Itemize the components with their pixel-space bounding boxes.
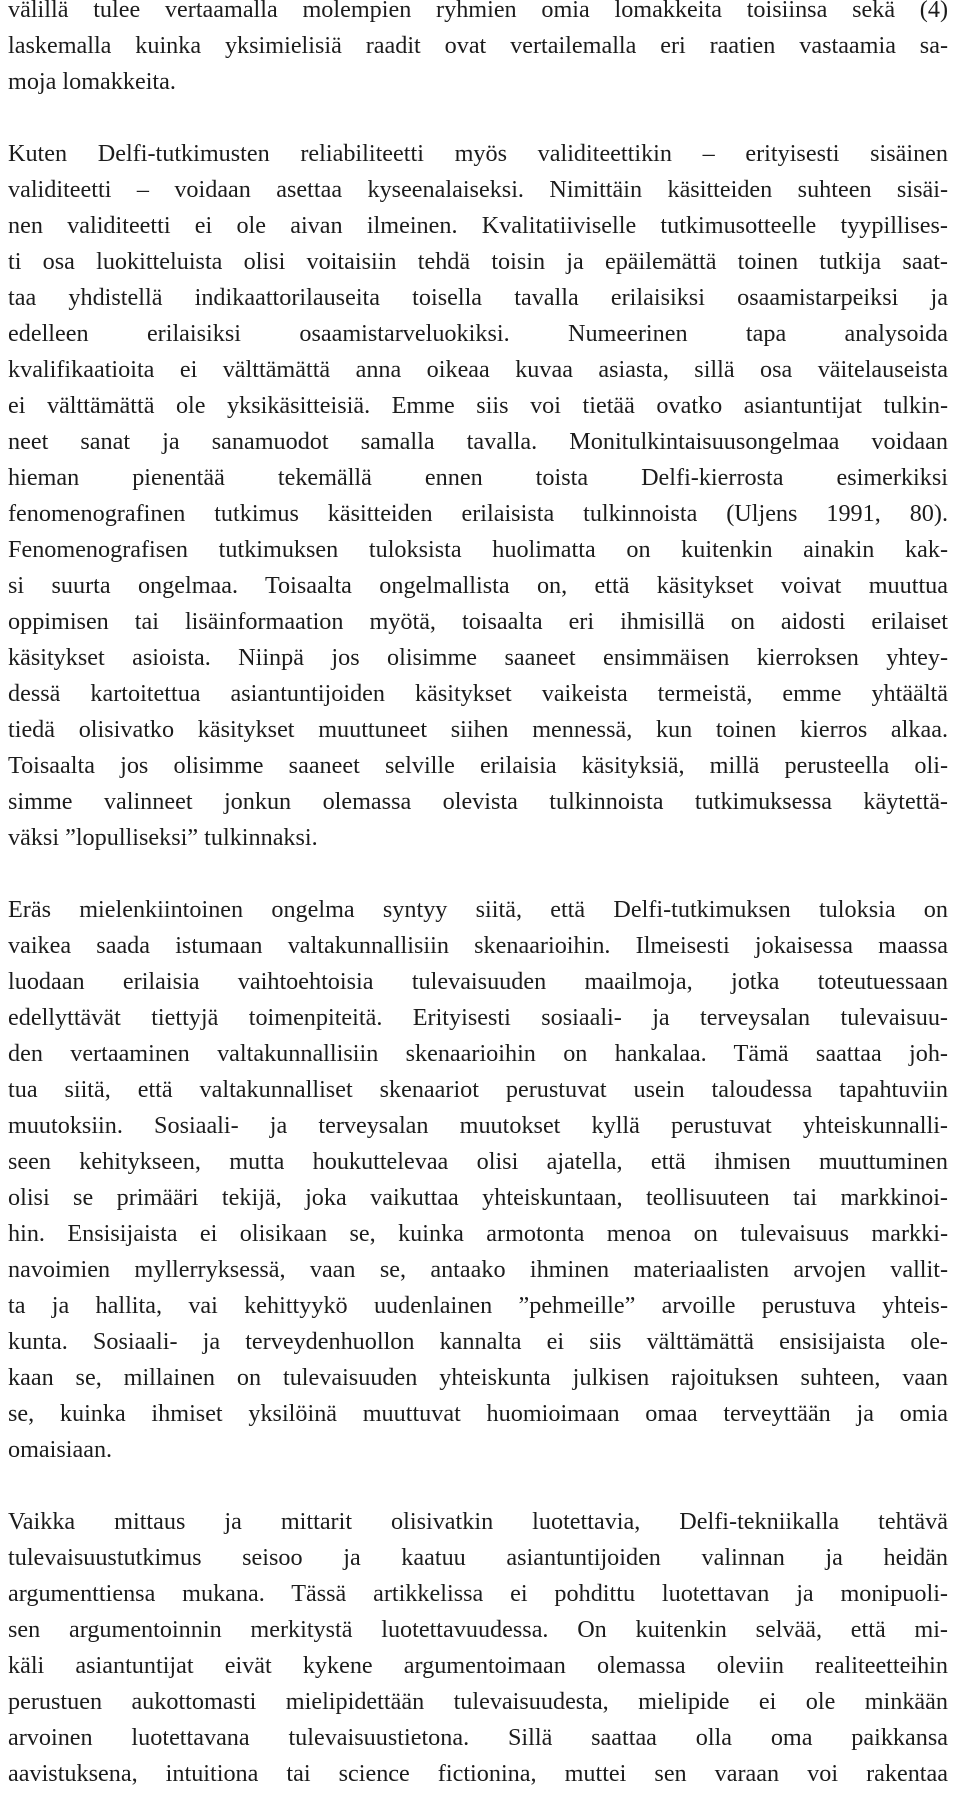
- paragraph-reliability-measurement: [8, 0, 948, 100]
- text-line: ti osa luokitteluista olisi voitaisiin tehdä toisin ja epäilemättä toinen tutkija saat-: [8, 248, 948, 275]
- text-line: taa yhdistellä indikaattorilauseita toisella tavalla erilaisiksi osaamistarpeiksi ja: [8, 284, 948, 311]
- text-line: luodaan erilaisia vaihtoehtoisia tulevaisuuden maailmoja, jotka toteutuessaan: [8, 968, 948, 995]
- text-line: omaisiaan.: [8, 1436, 113, 1463]
- text-line: si suurta ongelmaa. Toisaalta ongelmallista on, että käsitykset voivat muuttua: [8, 572, 948, 599]
- text-line: aavistuksena, intuitiona tai science fictionina, muttei sen varaan voi rakentaa: [8, 1760, 948, 1787]
- text-line: tiedä olisivatko käsitykset muuttuneet siihen mennessä, kun toinen kierros alkaa.: [8, 716, 948, 743]
- text-line: laskemalla kuinka yksimielisiä raadit ovat vertailemalla eri raatien vastaamia sa-: [8, 32, 948, 59]
- text-line: navoimien myllerryksessä, vaan se, antaako ihminen materiaalisten arvojen vallit-: [8, 1256, 948, 1283]
- text-line: Kuten Delfi-tutkimusten reliabiliteetti myös validiteettikin – erityisesti sisäinen: [8, 140, 948, 167]
- paragraph-spacer: [8, 1468, 948, 1504]
- text-line: välillä tulee vertaamalla molempien ryhmien omia lomakkeita toisiinsa sekä (4): [8, 0, 948, 23]
- text-line: Eräs mielenkiintoinen ongelma syntyy siitä, että Delfi-tutkimuksen tuloksia on: [8, 896, 948, 923]
- text-line: vaikea saada istumaan valtakunnallisiin skenaarioihin. Ilmeisesti jokaisessa maassa: [8, 932, 948, 959]
- text-line: tua siitä, että valtakunnalliset skenaariot perustuvat usein taloudessa tapahtuviin: [8, 1076, 948, 1103]
- text-line: käli asiantuntijat eivät kykene argumentoimaan olemassa oleviin realiteetteihin: [8, 1652, 948, 1679]
- paragraph-expert-argumentation: [8, 1504, 948, 1792]
- text-line: edelleen erilaisiksi osaamistarveluokiksi. Numeerinen tapa analysoida: [8, 320, 948, 347]
- text-line: arvoinen luotettavana tulevaisuustietona. Sillä saattaa olla oma paikkansa: [8, 1724, 948, 1751]
- text-line: perustuen aukottomasti mielipidettään tulevaisuudesta, mielipide ei ole minkään: [8, 1688, 948, 1715]
- text-line: neet sanat ja sanamuodot samalla tavalla. Monitulkintaisuusongelmaa voidaan: [8, 428, 948, 455]
- paragraph-spacer: [8, 100, 948, 136]
- text-line: sen argumentoinnin merkitystä luotettavuudessa. On kuitenkin selvää, että mi-: [8, 1616, 948, 1643]
- text-line: tulevaisuustutkimus seisoo ja kaatuu asiantuntijoiden valinnan ja heidän: [8, 1544, 948, 1571]
- text-line: hieman pienentää tekemällä ennen toista Delfi-kierrosta esimerkiksi: [8, 464, 948, 491]
- text-line: se, kuinka ihmiset yksilöinä muuttuvat huomioimaan omaa terveyttään ja omia: [8, 1400, 948, 1427]
- paragraph-validity-discussion: [8, 136, 948, 856]
- text-line: väksi ”lopulliseksi” tulkinnaksi.: [8, 824, 318, 851]
- text-line: ei välttämättä ole yksikäsitteisiä. Emme siis voi tietää ovatko asiantuntijat tulkin-: [8, 392, 948, 419]
- text-line: fenomenografinen tutkimus käsitteiden erilaisista tulkinnoista (Uljens 1991, 80).: [8, 500, 948, 527]
- text-line: seen kehitykseen, mutta houkuttelevaa olisi ajatella, että ihmisen muuttuminen: [8, 1148, 948, 1175]
- text-line: ta ja hallita, vai kehittyykö uudenlainen ”pehmeille” arvoille perustuva yhteis-: [8, 1292, 948, 1319]
- text-line: Toisaalta jos olisimme saaneet selville erilaisia käsityksiä, millä perusteella oli-: [8, 752, 948, 779]
- text-line: hin. Ensisijaista ei olisikaan se, kuinka armotonta menoa on tulevaisuus markki-: [8, 1220, 948, 1247]
- text-line: olisi se primääri tekijä, joka vaikuttaa yhteiskuntaan, teollisuuteen tai markkinoi-: [8, 1184, 948, 1211]
- text-line: muutoksiin. Sosiaali- ja terveysalan muutokset kyllä perustuvat yhteiskunnalli-: [8, 1112, 948, 1139]
- text-line: kaan se, millainen on tulevaisuuden yhteiskunta julkisen rajoituksen suhteen, vaan: [8, 1364, 948, 1391]
- text-line: kvalifikaatioita ei välttämättä anna oikeaa kuvaa asiasta, sillä osa väitelauseista: [8, 356, 948, 383]
- text-line: den vertaaminen valtakunnallisiin skenaarioihin on hankalaa. Tämä saattaa joh-: [8, 1040, 948, 1067]
- paragraph-spacer: [8, 856, 948, 892]
- text-line: validiteetti – voidaan asettaa kyseenalaiseksi. Nimittäin käsitteiden suhteen sisäi-: [8, 176, 948, 203]
- text-line: oppimisen tai lisäinformaation myötä, toisaalta eri ihmisillä on aidosti erilaiset: [8, 608, 948, 635]
- text-line: argumenttiensa mukana. Tässä artikkelissa ei pohdittu luotettavan ja monipuoli-: [8, 1580, 948, 1607]
- text-line: Fenomenografisen tutkimuksen tuloksista huolimatta on kuitenkin ainakin kak-: [8, 536, 948, 563]
- text-line: edellyttävät tiettyjä toimenpiteitä. Erityisesti sosiaali- ja terveysalan tulevaisuu-: [8, 1004, 948, 1031]
- text-line: kunta. Sosiaali- ja terveydenhuollon kannalta ei siis välttämättä ensisijaista ole-: [8, 1328, 948, 1355]
- paragraph-scenario-problem: [8, 892, 948, 1468]
- text-line: dessä kartoitettua asiantuntijoiden käsitykset vaikeista termeistä, emme yhtäältä: [8, 680, 948, 707]
- text-line: käsitykset asioista. Niinpä jos olisimme saaneet ensimmäisen kierroksen yhtey-: [8, 644, 948, 671]
- text-line: moja lomakkeita.: [8, 68, 176, 95]
- text-line: simme valinneet jonkun olemassa olevista tulkinnoista tutkimuksessa käytettä-: [8, 788, 948, 815]
- text-line: Vaikka mittaus ja mittarit olisivatkin luotettavia, Delfi-tekniikalla tehtävä: [8, 1508, 948, 1535]
- text-line: nen validiteetti ei ole aivan ilmeinen. Kvalitatiiviselle tutkimusotteelle tyypillises-: [8, 212, 948, 239]
